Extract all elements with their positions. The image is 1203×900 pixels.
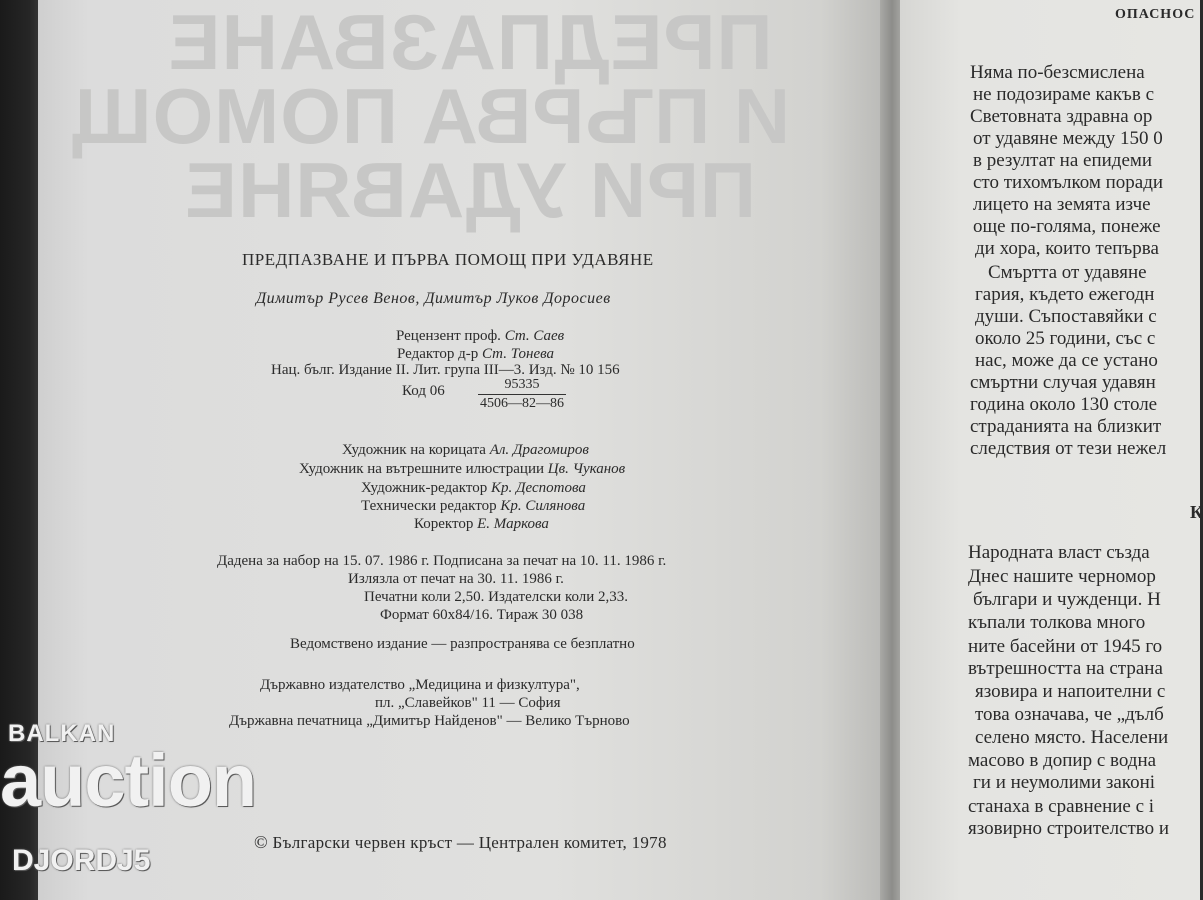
distribution-note: Ведомствено издание — разпространява се безплатно: [290, 636, 635, 652]
right-page-line: не подозираме какъв с: [973, 84, 1155, 105]
right-page-line: ги и неумолими законі: [973, 772, 1156, 793]
print-info-line: Формат 60х84/16. Тираж 30 038: [380, 607, 584, 623]
print-info-line: Печатни коли 2,50. Издателски коли 2,33.: [364, 589, 629, 605]
right-page-line: следствия от тези нежел: [970, 438, 1167, 459]
right-page-line: лицето на земята изче: [973, 194, 1151, 215]
right-page-line: Днес нашите черномор: [968, 566, 1156, 587]
code-numerator: 95335: [478, 377, 566, 395]
right-page-line: ди хора, които тепърва: [975, 238, 1159, 259]
editor-line: [397, 346, 554, 363]
reviewer-line: [396, 328, 564, 345]
code-denominator: 4506—82—86: [480, 396, 564, 411]
right-page-header: ОПАСНОС: [1115, 7, 1196, 22]
print-info-line: Излязла от печат на 30. 11. 1986 г.: [348, 571, 564, 587]
credit-name: Кр. Силянова: [500, 498, 586, 514]
credit-label: Художник на корицата: [342, 442, 486, 458]
right-page-line: масово в допир с водна: [968, 750, 1157, 771]
copyright-icon: ©: [254, 832, 268, 852]
credit-label: Технически редактор: [361, 498, 497, 514]
bleed-line: ПРИ УДАВЯНЕ: [183, 146, 757, 234]
right-page-line: Народната власт създа: [968, 542, 1150, 563]
credit-name: Е. Маркова: [477, 516, 549, 532]
right-page-line: Няма по-безсмислена: [970, 62, 1145, 83]
right-page-line: година около 130 столе: [970, 394, 1158, 415]
book-authors: Димитър Русев Венов, Димитър Луков Доросиев: [256, 290, 611, 307]
watermark-main: auction: [0, 739, 257, 822]
right-page-line: ните басейни от 1945 го: [968, 636, 1163, 657]
credit-line: [361, 480, 586, 497]
right-page-line: селено място. Населени: [975, 727, 1169, 748]
right-page-line: Световната здравна ор: [970, 106, 1153, 127]
right-page-line: в резултат на епидеми: [973, 150, 1153, 171]
code-fraction: [478, 377, 566, 412]
bleed-line: ПРЕДПАЗВАНЕ: [167, 0, 773, 86]
editor-name: Ст. Тонева: [481, 346, 555, 362]
right-page-line: души. Съпоставяйки с: [975, 306, 1157, 327]
credit-name: Кр. Деспотова: [490, 480, 586, 496]
credit-line: [414, 516, 549, 533]
right-page-line: язовира и напоителни с: [975, 681, 1166, 702]
credit-line: [361, 498, 585, 515]
reviewer-label: Рецензент проф.: [396, 328, 501, 344]
right-page-line: язовирно строителство и: [968, 818, 1170, 839]
copyright-text: Български червен кръст — Централен комитет, 1978: [272, 833, 667, 852]
watermark-top: BALKAN: [8, 720, 116, 747]
right-page-line: сто тихомълком поради: [973, 172, 1164, 193]
watermark-bottom: DJORDJ5: [12, 844, 151, 877]
bleed-line: И ПЪРВА ПОМОЩ: [71, 72, 790, 160]
credit-name: Ал. Драгомиров: [489, 442, 589, 458]
credit-label: Коректор: [414, 516, 474, 532]
book-title: ПРЕДПАЗВАНЕ И ПЪРВА ПОМОЩ ПРИ УДАВЯНЕ: [242, 250, 654, 269]
editor-label: Редактор д-р: [397, 346, 479, 362]
right-page-line: къпали толкова много: [968, 612, 1146, 633]
right-page-line: гария, където ежегодн: [975, 284, 1155, 305]
credit-line: [342, 442, 589, 459]
credit-label: Художник на вътрешните илюстрации: [299, 461, 545, 477]
right-page-line: около 25 години, със с: [975, 328, 1156, 349]
credit-label: Художник-редактор: [361, 480, 488, 496]
publisher-line: Държавно издателство „Медицина и физкултура",: [260, 677, 580, 693]
right-page-line: К: [1190, 502, 1203, 522]
bleed-through-title: [71, 0, 790, 234]
right-page-line: българи и чужденци. Н: [973, 589, 1161, 610]
right-page-line: Смъртта от удавяне: [988, 262, 1147, 283]
right-page-line: още по-голяма, понеже: [973, 216, 1161, 237]
right-page-line: вътрешността на страна: [968, 658, 1163, 679]
print-info-line: Дадена за набор на 15. 07. 1986 г. Подписана за печат на 10. 11. 1986 г.: [217, 553, 667, 569]
credit-line: [299, 461, 625, 478]
edition-line: Нац. бълг. Издание II. Лит. група III—3. Изд. № 10 156: [271, 362, 620, 378]
credit-name: Цв. Чуканов: [547, 461, 626, 477]
reviewer-name: Ст. Саев: [504, 328, 565, 344]
code-label: Код 06: [402, 383, 445, 399]
copyright-line: [254, 832, 667, 853]
right-page-line: това означава, че „дълб: [975, 704, 1164, 725]
right-page-line: нас, може да се устано: [975, 350, 1158, 371]
right-page-line: страданията на близкит: [970, 416, 1162, 437]
right-page-line: станаха в сравнение с і: [968, 796, 1155, 817]
right-page-line: от удавяне между 150 0: [973, 128, 1163, 149]
publisher-line: Държавна печатница „Димитър Найденов" — Велико Търново: [229, 713, 630, 729]
right-page-line: смъртни случая удавян: [970, 372, 1156, 393]
publisher-line: пл. „Славейков" 11 — София: [375, 695, 561, 711]
